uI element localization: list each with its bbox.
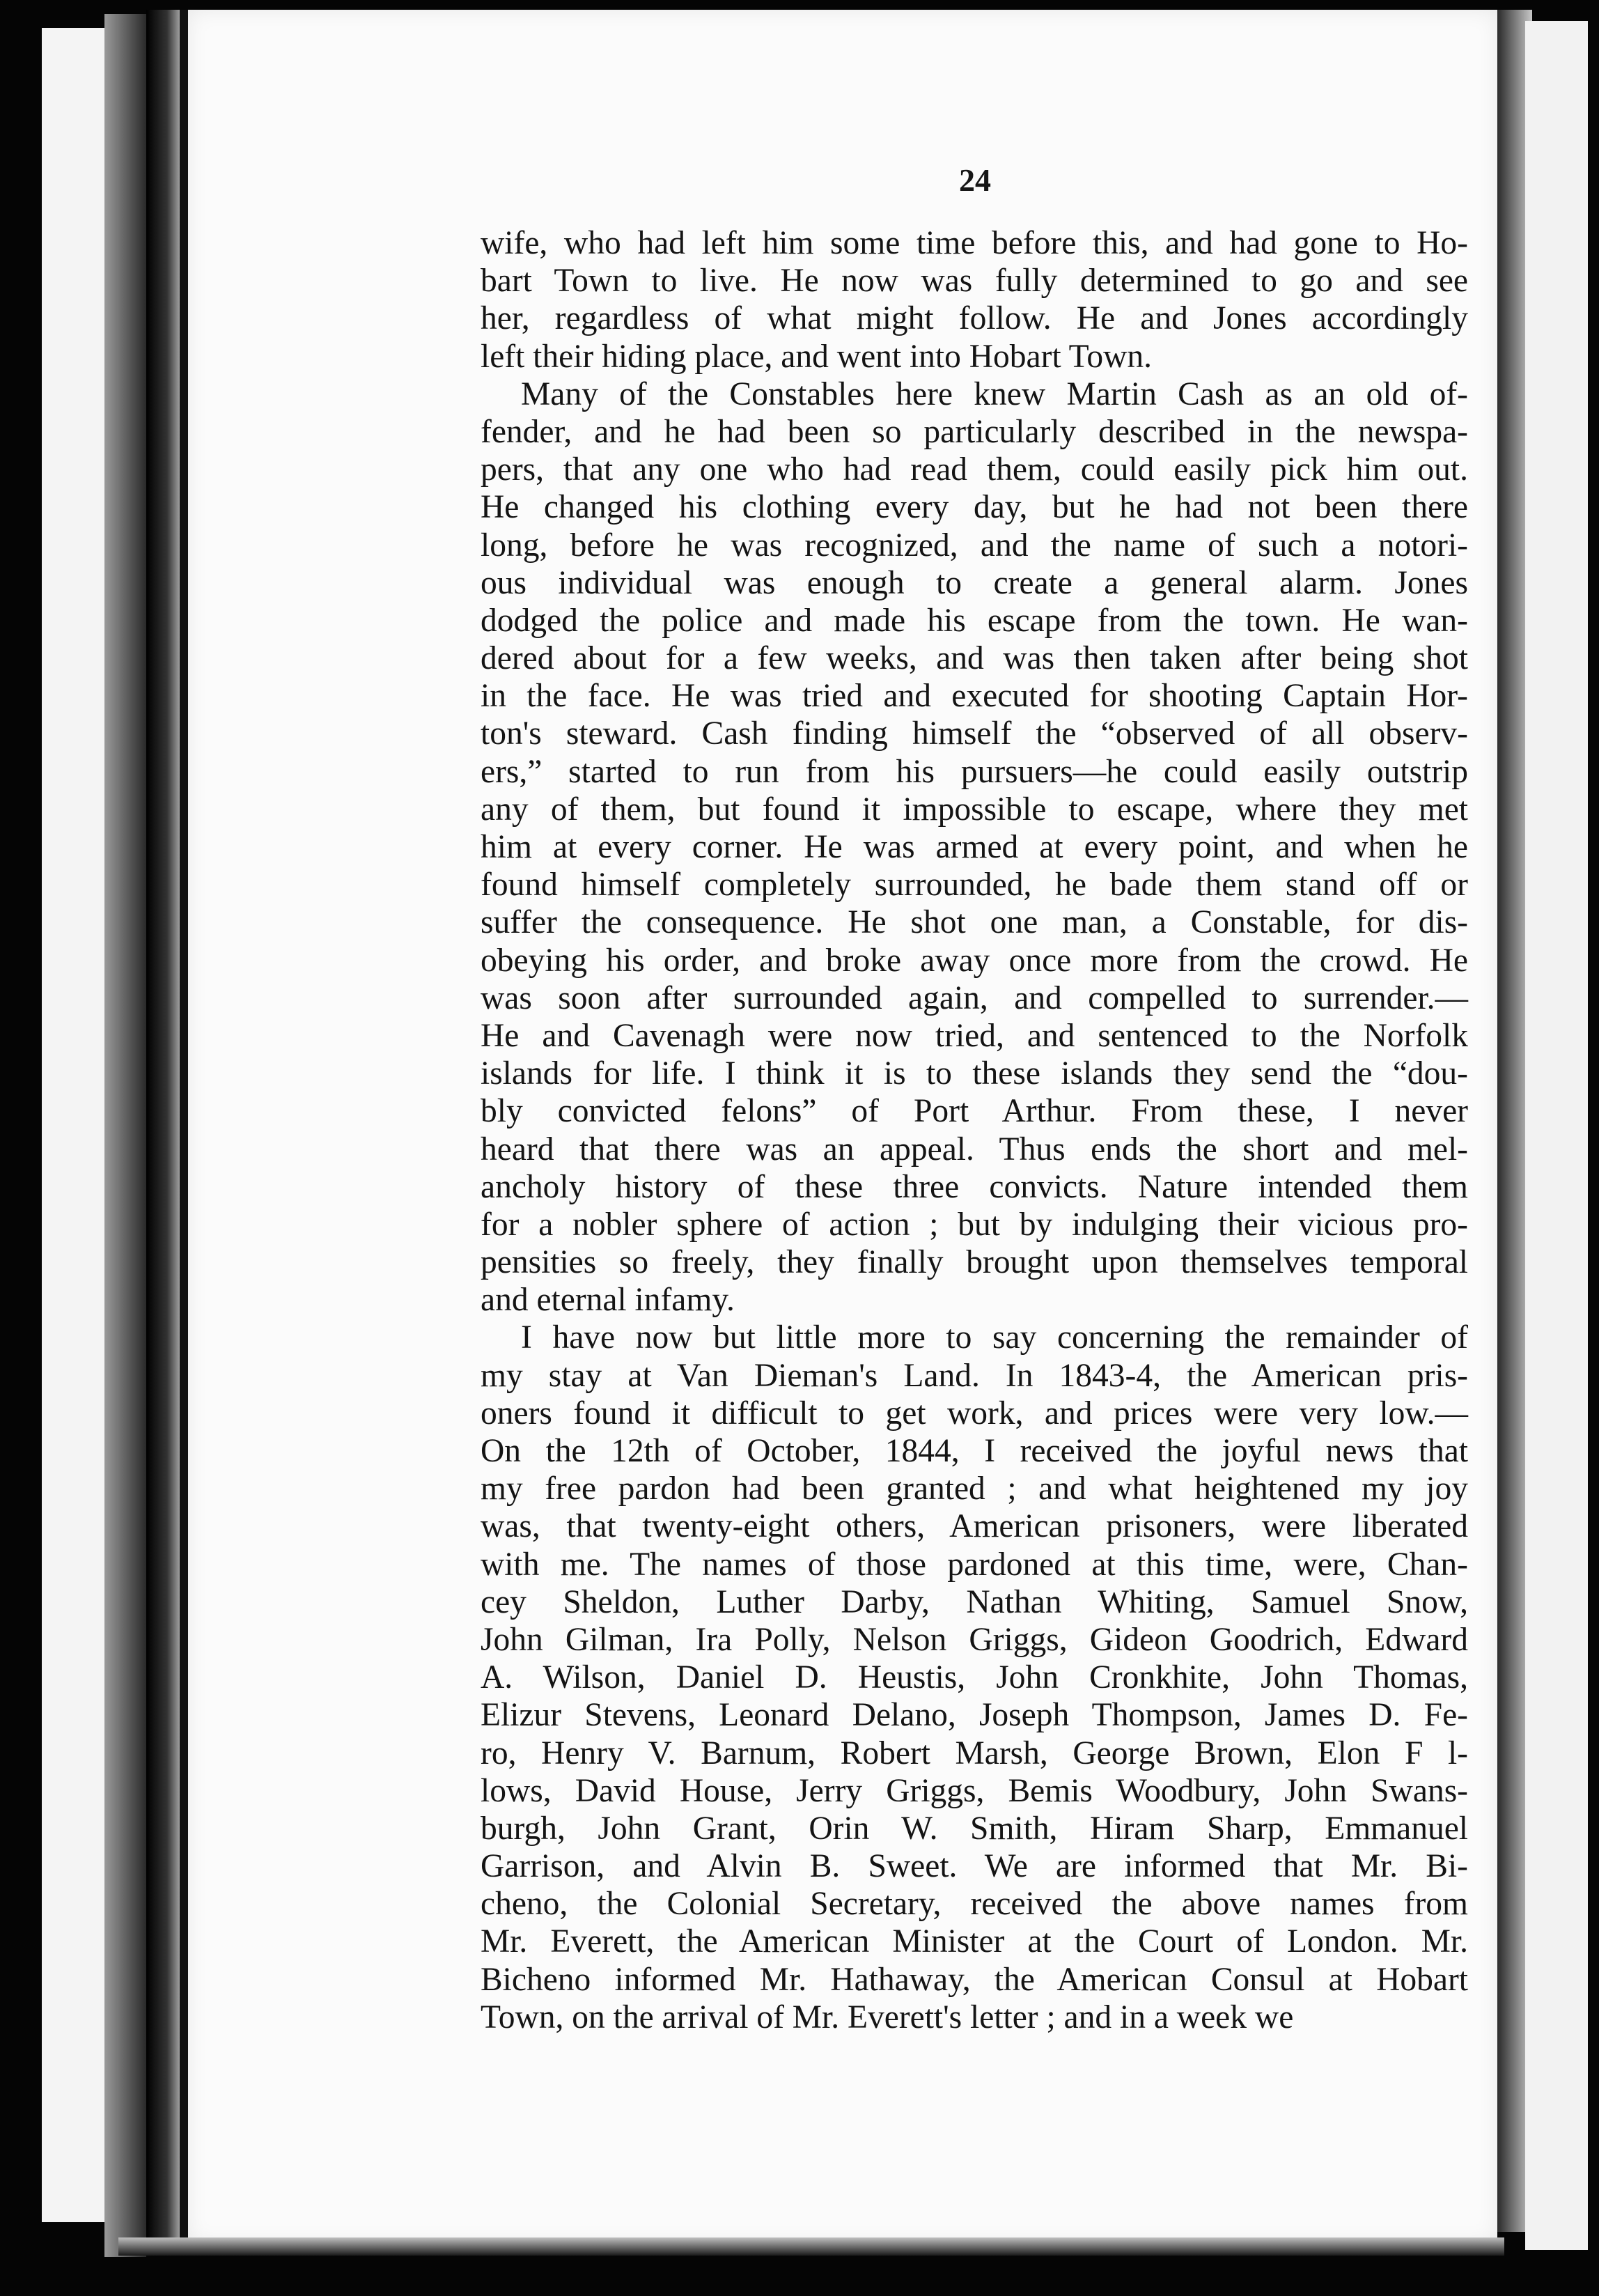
text-line: bly convicted felons” of Port Arthur. From these, I never — [481, 1093, 1468, 1130]
text-line: my free pardon had been granted ; and what heightened my joy — [481, 1471, 1468, 1507]
text-line: islands for life. I think it is to these islands they send the “dou- — [481, 1055, 1468, 1092]
text-line: my stay at Van Dieman's Land. In 1843-4, the American pris- — [481, 1357, 1468, 1394]
text-line: and eternal infamy. — [481, 1282, 735, 1319]
text-line: any of them, but found it impossible to escape, where they met — [481, 791, 1468, 828]
text-line: wife, who had left him some time before this, and had gone to Ho- — [481, 225, 1468, 261]
text-line: for a nobler sphere of action ; but by indulging their vicious pro- — [481, 1206, 1468, 1243]
text-line: ancholy history of these three convicts. Nature intended them — [481, 1168, 1468, 1205]
text-line: I have now but little more to say concerning the remainder of — [521, 1319, 1468, 1356]
text-line: found himself completely surrounded, he bade them stand off or — [481, 867, 1468, 903]
text-line: ers,” started to run from his pursuers—he could easily outstrip — [481, 753, 1468, 790]
text-line: cey Sheldon, Luther Darby, Nathan Whiting, Samuel Snow, — [481, 1583, 1468, 1620]
page-body-text — [481, 224, 1468, 2036]
text-line: ton's steward. Cash finding himself the “observed of all observ- — [481, 715, 1468, 752]
text-line: was soon after surrounded again, and compelled to surrender.— — [481, 979, 1468, 1016]
text-line: cheno, the Colonial Secretary, received the above names from — [481, 1886, 1468, 1923]
text-line: ous individual was enough to create a general alarm. Jones — [481, 564, 1468, 601]
text-line: long, before he was recognized, and the name of such a notori- — [481, 527, 1468, 564]
text-line: bart Town to live. He now was fully determined to go and see — [481, 263, 1468, 300]
text-line: He and Cavenagh were now tried, and sentenced to the Norfolk — [481, 1017, 1468, 1054]
page-gutter-shadow — [146, 10, 188, 2243]
text-line: Bicheno informed Mr. Hathaway, the American Consul at Hobart — [481, 1961, 1468, 1998]
text-line: Many of the Constables here knew Martin Cash as an old of- — [521, 375, 1468, 412]
text-line: in the face. He was tried and executed for shooting Captain Hor- — [481, 678, 1468, 715]
text-line: with me. The names of those pardoned at this time, were, Chan- — [481, 1546, 1468, 1583]
adjacent-page-right — [1525, 21, 1588, 2250]
text-line: Elizur Stevens, Leonard Delano, Joseph Thompson, James D. Fe- — [481, 1697, 1468, 1734]
text-line: Garrison, and Alvin B. Sweet. We are informed that Mr. Bi- — [481, 1848, 1468, 1885]
text-line: suffer the consequence. He shot one man, a Constable, for dis- — [481, 904, 1468, 941]
text-line: heard that there was an appeal. Thus ends the short and mel- — [481, 1131, 1468, 1168]
text-line: He changed his clothing every day, but he had not been there — [481, 489, 1468, 526]
text-line: John Gilman, Ira Polly, Nelson Griggs, Gideon Goodrich, Edward — [481, 1621, 1468, 1658]
text-line: On the 12th of October, 1844, I received the joyful news that — [481, 1433, 1468, 1469]
text-line: fender, and he had been so particularly described in the newspa- — [481, 413, 1468, 450]
text-line: dered about for a few weeks, and was then taken after being shot — [481, 640, 1468, 677]
text-line: lows, David House, Jerry Griggs, Bemis Woodbury, John Swans- — [481, 1772, 1468, 1809]
text-line: was, that twenty-eight others, American prisoners, were liberated — [481, 1508, 1468, 1545]
text-line: Mr. Everett, the American Minister at the Court of London. Mr. — [481, 1923, 1468, 1960]
text-line: burgh, John Grant, Orin W. Smith, Hiram Sharp, Emmanuel — [481, 1810, 1468, 1847]
text-line: pers, that any one who had read them, could easily pick him out. — [481, 451, 1468, 488]
text-line: dodged the police and made his escape from the town. He wan- — [481, 602, 1468, 639]
text-line: oners found it difficult to get work, and prices were very low.— — [481, 1395, 1468, 1432]
paragraph — [481, 375, 1468, 1319]
page-bottom-edge — [118, 2237, 1504, 2256]
text-line: A. Wilson, Daniel D. Heustis, John Cronkhite, John Thomas, — [481, 1659, 1468, 1696]
text-line: ro, Henry V. Barnum, Robert Marsh, George Brown, Elon F l- — [481, 1735, 1468, 1771]
paragraph — [481, 1319, 1468, 2036]
text-line: him at every corner. He was armed at every point, and when he — [481, 829, 1468, 865]
text-line: Town, on the arrival of Mr. Everett's letter ; and in a week we — [481, 1999, 1294, 2035]
text-line: pensities so freely, they finally brought upon themselves temporal — [481, 1244, 1468, 1281]
paragraph — [481, 224, 1468, 375]
text-line: obeying his order, and broke away once more from the crowd. He — [481, 942, 1468, 979]
book-spine-shadow — [104, 14, 146, 2257]
page-number: 24 — [959, 162, 991, 198]
text-line: her, regardless of what might follow. He and Jones accordingly — [481, 300, 1468, 337]
text-line: left their hiding place, and went into Hobart Town. — [481, 338, 1153, 375]
